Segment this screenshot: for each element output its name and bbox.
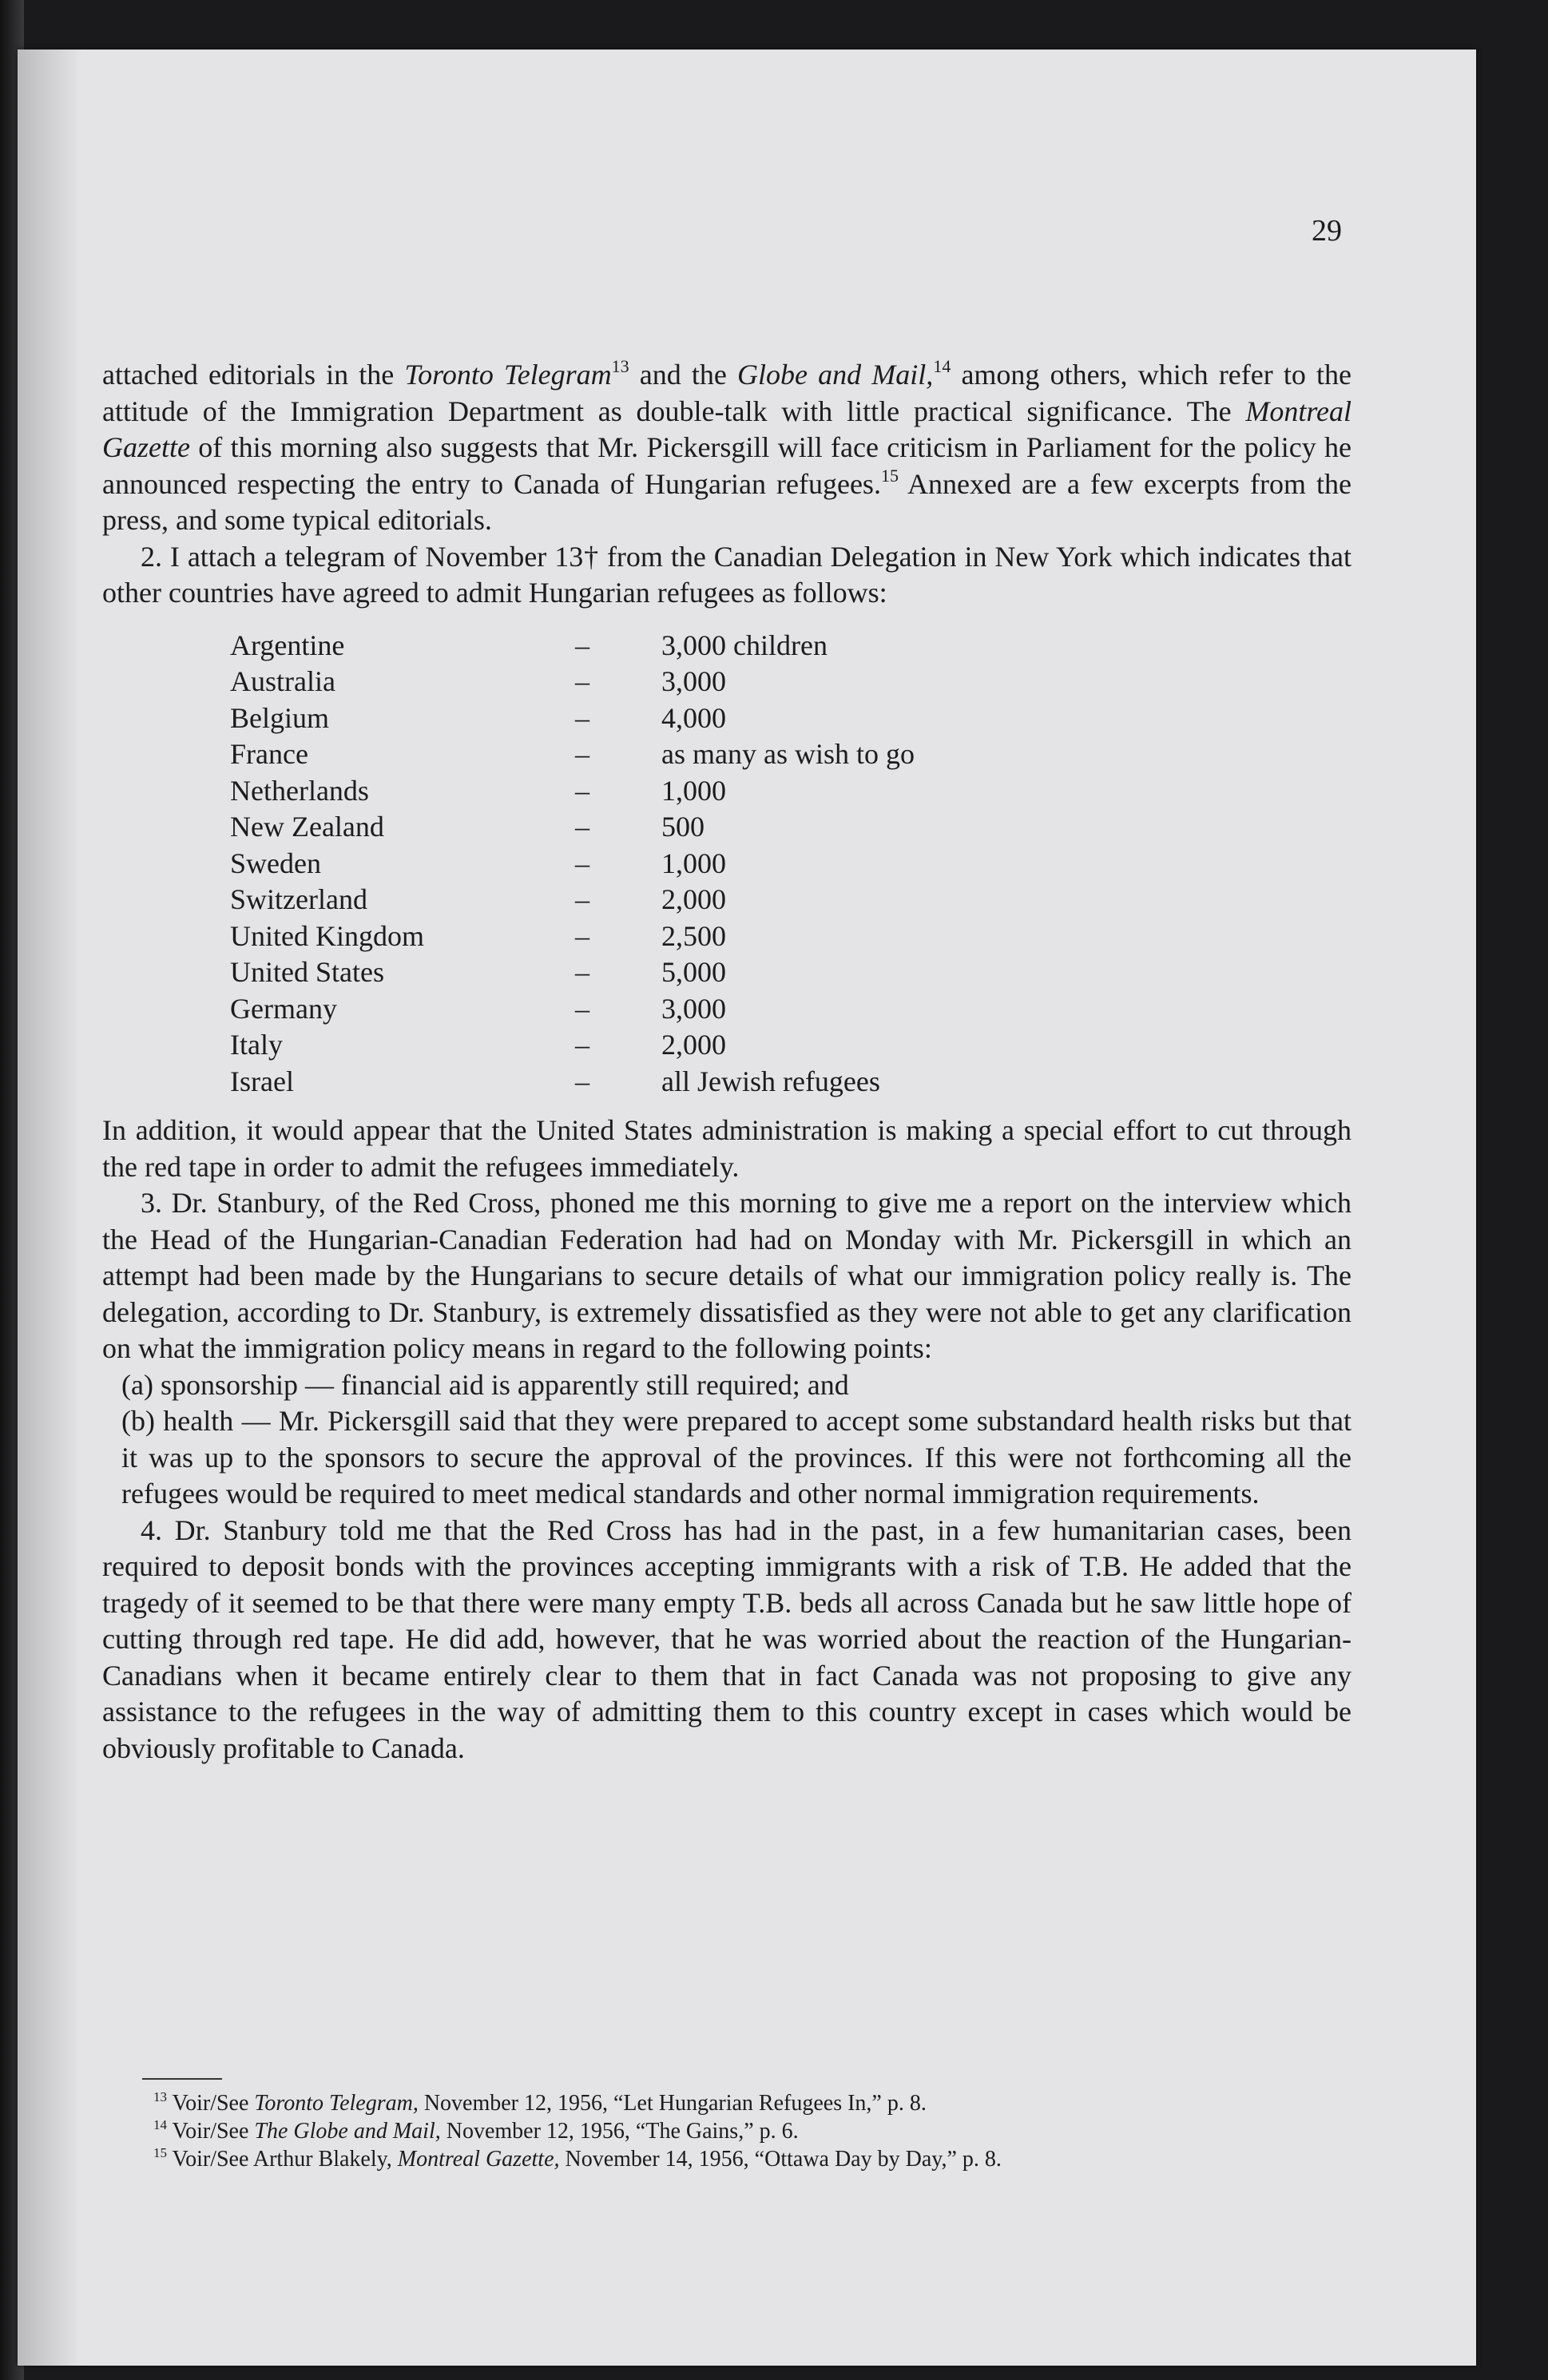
dash: –	[575, 774, 589, 807]
page-number: 29	[1312, 214, 1342, 248]
paragraph-2-continued: In addition, it would appear that the United States administration is making a special effort to cut through the red tape in order to admit the refugees immediately.	[102, 1114, 1352, 1183]
table-row	[102, 991, 1352, 1028]
footnote-ref: 15	[880, 465, 899, 486]
paragraph-2: 2. I attach a telegram of November 13† from the Canadian Delegation in New York which indicates that other countries have agreed to admit Hungarian refugees as follows:	[102, 540, 1352, 609]
country-name: Italy	[230, 1029, 283, 1061]
footnotes	[153, 2078, 1352, 2173]
country-name: United Kingdom	[230, 919, 424, 952]
dash: –	[575, 847, 589, 879]
quota-value: 500	[661, 811, 705, 843]
footnote-number: 14	[153, 2117, 167, 2132]
country-name: Sweden	[230, 847, 321, 879]
text-run: November 12, 1956, “Let Hungarian Refugees In,” p. 8.	[418, 2091, 927, 2116]
text-run: Voir/See	[167, 2091, 255, 2116]
text-run: Voir/See	[167, 2119, 255, 2144]
dash: –	[575, 956, 589, 988]
footnote-number: 15	[153, 2145, 167, 2160]
table-row	[102, 809, 1352, 846]
table-row	[102, 1027, 1352, 1064]
document-page	[18, 50, 1476, 2366]
country-name: Belgium	[230, 701, 329, 734]
table-row	[102, 954, 1352, 991]
text-run: and the	[629, 359, 738, 391]
text-run: November 14, 1956, “Ottawa Day by Day,” p. 8.	[559, 2147, 1002, 2172]
paragraph-4: 4. Dr. Stanbury told me that the Red Cross has had in the past, in a few humanitarian cases, been required to deposit bonds with the provinces accepting immigrants with a risk of T.B. He added that the tragedy of it seemed to be that there were many empty T.B. beds all across Canada but he saw little hope of cutting through red tape. He did add, however, that he was worried about the reaction of the Hungarian-Canadians when it became entirely clear to them that in fact Canada was not proposing to give any assistance to the refugees in the way of admitting them to this country except in cases which would be obviously profitable to Canada.	[102, 1513, 1352, 1764]
country-name: Argentine	[230, 629, 345, 661]
dash: –	[575, 919, 589, 952]
quota-value: all Jewish refugees	[661, 1065, 880, 1097]
quota-value: 2,000	[661, 883, 726, 915]
publication-title: Montreal Gazette,	[397, 2147, 560, 2172]
paragraph-1	[102, 357, 1352, 539]
quota-value: 4,000	[661, 701, 726, 734]
gutter-shadow	[18, 50, 81, 2366]
paragraph-3: 3. Dr. Stanbury, of the Red Cross, phoned me this morning to give me a report on the interview which the Head of the Hungarian-Canadian Federation had had on Monday with Mr. Pickersgill in which an attempt had been made by the Hungarians to secure details of what our immigration policy really is. The delegation, according to Dr. Stanbury, is extremely dissatisfied as they were not able to get any clarification on what the immigration policy means in regard to the following points:	[102, 1187, 1352, 1364]
dash: –	[575, 738, 589, 770]
publication-title: Toronto Telegram,	[254, 2091, 419, 2116]
table-row	[102, 846, 1352, 883]
text-run: among others, which refer to the attitude of the Immigration Department as double-talk with little practical significance. The	[102, 359, 1352, 427]
footnote	[153, 2089, 1352, 2117]
text-run: Voir/See Arthur Blakely,	[167, 2147, 398, 2172]
footnote	[153, 2145, 1352, 2173]
quota-value: 3,000	[661, 992, 726, 1025]
dash: –	[575, 701, 589, 734]
country-name: United States	[230, 956, 384, 988]
dash: –	[575, 1029, 589, 1061]
table-row	[102, 773, 1352, 810]
body-text	[102, 357, 1352, 1767]
country-name: New Zealand	[230, 811, 384, 843]
publication-title: The Globe and Mail,	[254, 2119, 441, 2144]
country-name: Australia	[230, 665, 335, 697]
dash: –	[575, 992, 589, 1025]
country-name: Israel	[230, 1065, 294, 1097]
publication-title: Globe and Mail,	[737, 359, 934, 391]
table-row	[102, 918, 1352, 955]
publication-title: Montreal Gazette	[102, 395, 1352, 463]
text-run: November 12, 1956, “The Gains,” p. 6.	[440, 2119, 799, 2144]
quota-value: as many as wish to go	[661, 738, 915, 770]
quota-value: 1,000	[661, 847, 726, 879]
point-b: (b) health — Mr. Pickersgill said that they were prepared to accept some substandard health risks but that it was up to the sponsors to secure the approval of the provinces. If this were not forthcoming all the refugees would be required to meet medical standards and other normal immigration requirements.	[121, 1405, 1352, 1509]
table-row	[102, 1064, 1352, 1101]
refugee-quota-table	[102, 628, 1352, 1101]
footnote-ref: 13	[611, 356, 629, 376]
dash: –	[575, 1065, 589, 1097]
quota-value: 3,000 children	[661, 629, 828, 661]
quota-value: 3,000	[661, 665, 726, 697]
dash: –	[575, 883, 589, 915]
country-name: Switzerland	[230, 883, 367, 915]
footnote-ref: 14	[933, 356, 951, 376]
point-a: (a) sponsorship — financial aid is apparently still required; and	[121, 1368, 849, 1401]
table-row	[102, 736, 1352, 773]
quota-value: 2,000	[661, 1029, 726, 1061]
country-name: France	[230, 738, 308, 770]
publication-title: Toronto Telegram	[404, 359, 612, 391]
footnote	[153, 2117, 1352, 2145]
table-row	[102, 628, 1352, 664]
table-row	[102, 882, 1352, 918]
text-run: Annexed are a few excerpts from the press, and some typical editorials.	[102, 467, 1352, 536]
country-name: Germany	[230, 992, 337, 1025]
quota-value: 2,500	[661, 919, 726, 952]
text-run: of this morning also suggests that Mr. Pickersgill will face criticism in Parliament for the policy he announced respecting the entry to Canada of Hungarian refugees.	[102, 431, 1352, 500]
dash: –	[575, 629, 589, 661]
dash: –	[575, 811, 589, 843]
quota-value: 5,000	[661, 956, 726, 988]
footnote-number: 13	[153, 2089, 167, 2104]
footnote-divider	[142, 2078, 222, 2080]
text-run: attached editorials in the	[102, 359, 405, 391]
table-row	[102, 700, 1352, 737]
country-name: Netherlands	[230, 774, 369, 807]
table-row	[102, 664, 1352, 700]
quota-value: 1,000	[661, 774, 726, 807]
dash: –	[575, 665, 589, 697]
